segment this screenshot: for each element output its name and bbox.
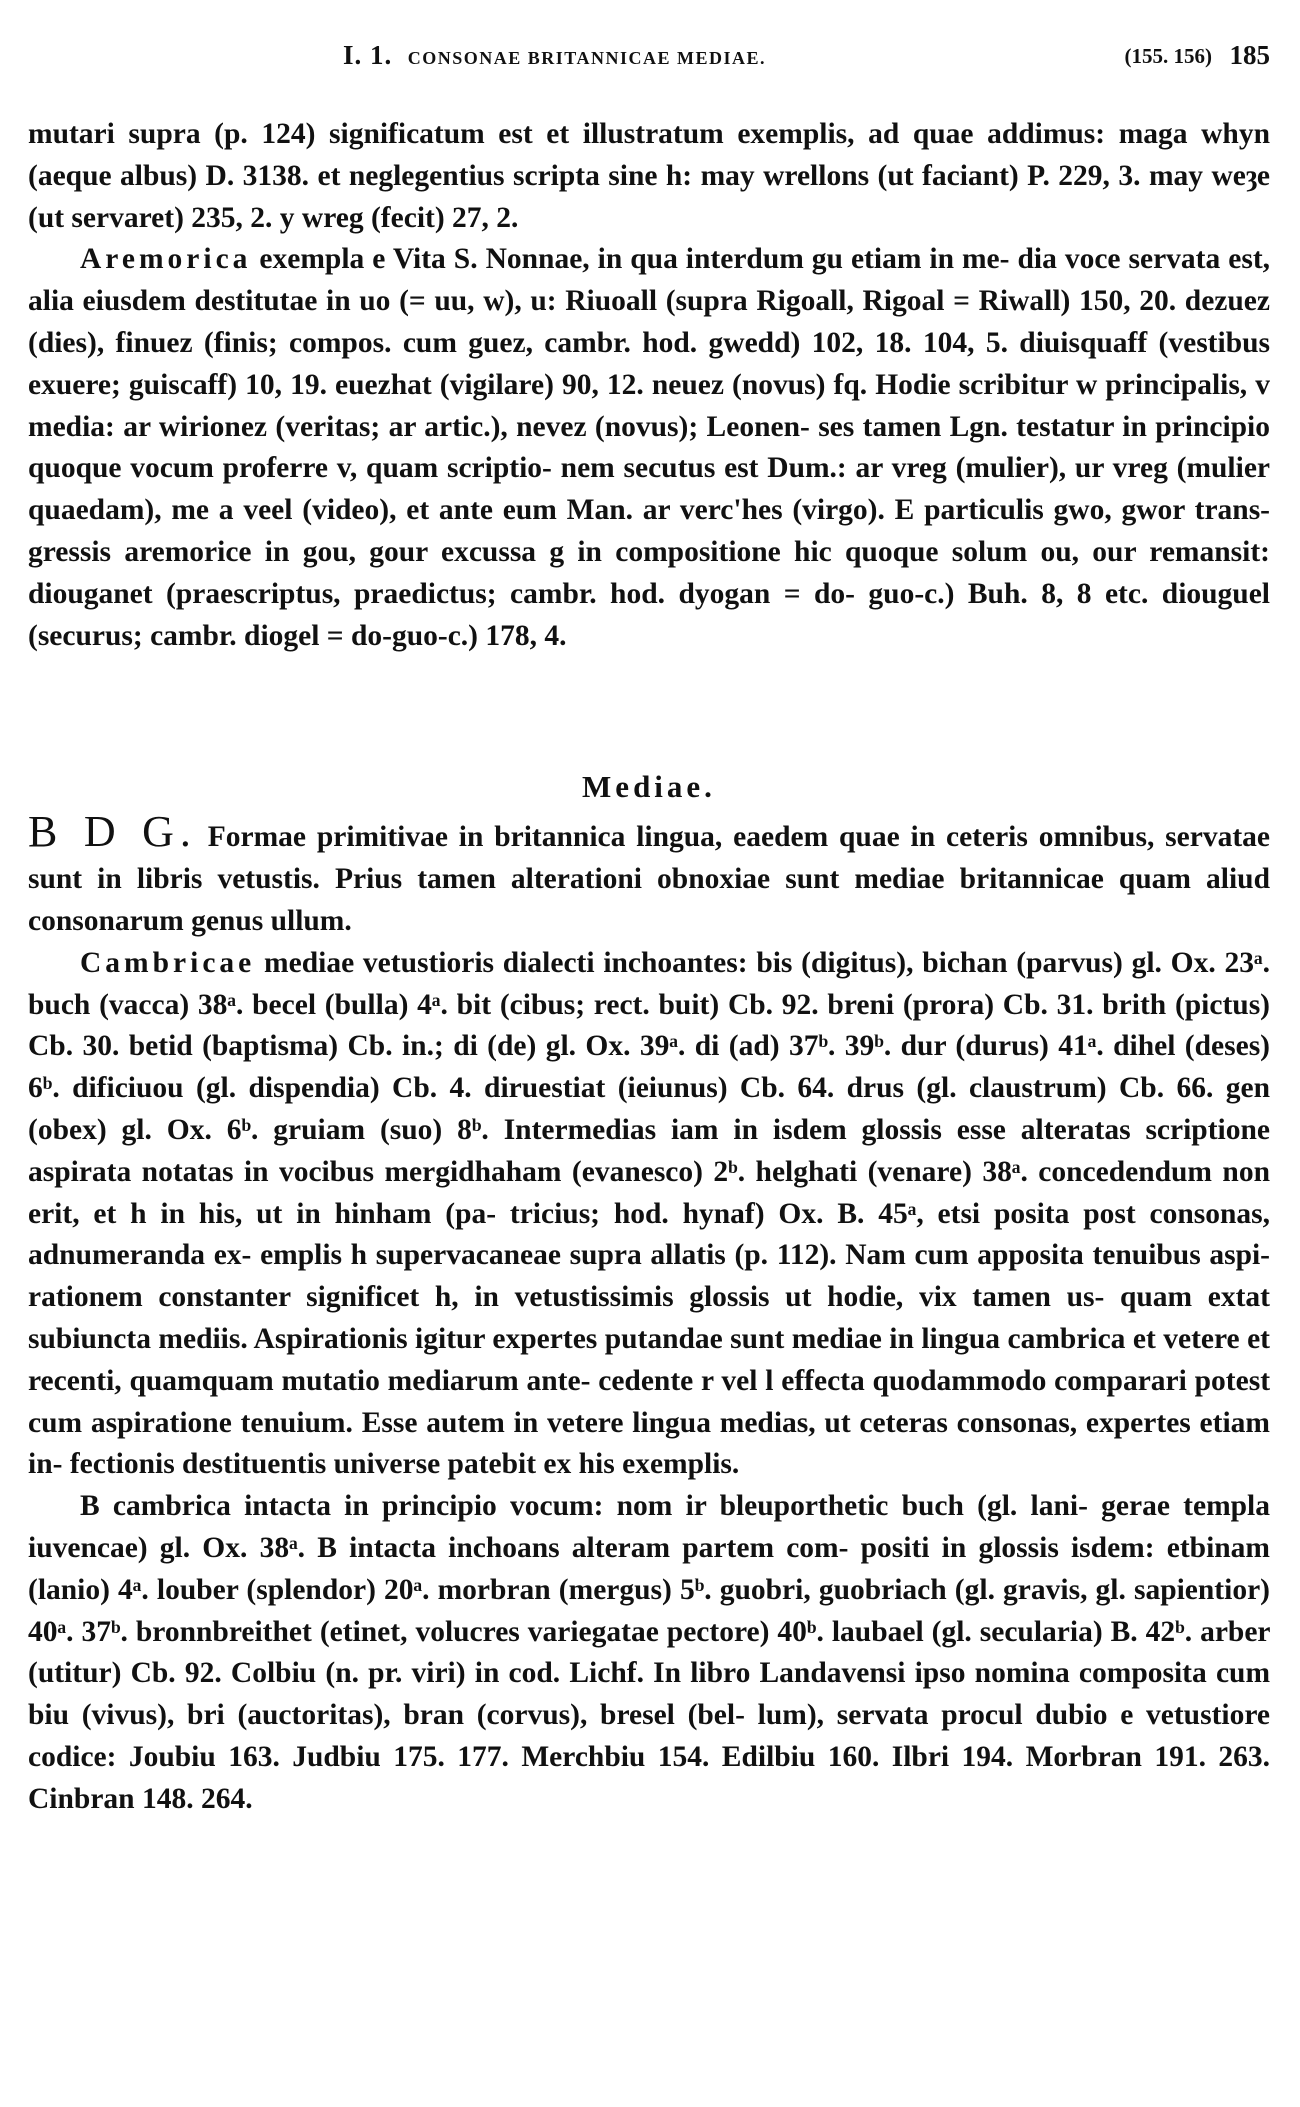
text-line: fectionis destituentis universe patebit ex his exemplis.: [69, 1448, 740, 1481]
text-line: mediae vetustioris dialecti inchoantes: bis (digitus), bichan: [264, 946, 1008, 979]
text-line: in lingua cambrica et vetere et recenti, quamquam mutatio mediarum ante-: [28, 1322, 1270, 1397]
paragraph-aremorica: [28, 239, 1270, 657]
paragraph-mutari: [28, 114, 1270, 239]
text-line: alteratas scriptione aspirata notatas in vocibus mergidhaham (evanesco) 2ᵇ.: [28, 1113, 1270, 1188]
text-line: sunt mediae britannicae quam aliud consonarum genus ullum.: [28, 863, 1270, 937]
text-line: (ut faciant) P. 229, 3. may weȝe (ut servaret) 235, 2. y wreg (fecit) 27, 2.: [28, 159, 1270, 234]
text-line: cedente r vel l effecta quodammodo comparari potest cum aspiratione tenuium.: [28, 1364, 1271, 1439]
text-line: omnibus, servatae sunt in libris vetustis. Prius tamen alterationi obnoxiae: [28, 821, 1271, 896]
text-line: gerae templa iuvencae) gl. Ox. 38ᵃ. B intacta inchoans alteram partem com-: [28, 1490, 1270, 1564]
text-line: emplis h supervacaneae supra allatis (p. 112). Nam cum apposita tenuibus aspi-: [260, 1239, 1271, 1272]
header-title: CONSONAE BRITANNICAE MEDIAE.: [407, 48, 766, 68]
text-line: w principalis, v media: ar wirionez (veritas; ar artic.), nevez (novus); Leonen-: [28, 368, 1271, 443]
text-line: (supra Rigoall, Rigoal = Riwall) 150, 20. dezuez (dies), finuez (finis; compos.: [28, 285, 1270, 359]
text-line: di (de) gl. Ox. 39ᵃ. di (ad) 37ᵇ. 39ᵇ. dur (durus) 41ᵃ. dihel (deses) 6ᵇ. dificiuou: [28, 1030, 1271, 1105]
text-line: rationem constanter significet h, in vetustissimis glossis ut hodie, vix tamen us-: [28, 1281, 1105, 1314]
header-section-number: I. 1.: [343, 40, 393, 70]
header-paragraph-numbers: (155. 156): [1124, 44, 1212, 68]
paragraph-b-cambrica: [28, 1486, 1270, 1820]
text-line: (parvus) gl. Ox. 23ᵃ. buch (vacca) 38ᵃ. becel (bulla) 4ᵃ. bit (cibus; rect. buit): [28, 946, 1271, 1021]
text-line: nomina composita cum biu (vivus), bri (auctoritas), bran (corvus), bresel (bel-: [28, 1657, 1271, 1732]
text-line: cum guez, cambr. hod. gwedd) 102, 18. 104, 5. diuisquaff (vestibus exuere;: [28, 326, 1270, 401]
text-line: B cambrica intacta in principio vocum: nom ir bleuporthetic buch (gl. lani-: [80, 1490, 1088, 1523]
spaced-keyword: Cambricae: [80, 946, 256, 979]
text-line: Formae primitivae in britannica lingua, eaedem quae in ceteris: [207, 821, 1028, 854]
text-line: Merchbiu 154. Edilbiu 160. Ilbri 194. Morbran 191. 263. Cinbran 148. 264.: [28, 1740, 1270, 1815]
header-title-block: [343, 40, 766, 71]
text-line: ses tamen Lgn. testatur in principio quoque vocum proferre v, quam scriptio-: [28, 410, 1271, 485]
text-line: gressis aremorice in gou, gour excussa g in compositione hic quoque solum ou,: [28, 535, 1079, 568]
text-line: maga whyn (aeque albus) D. 3138. et neglegentius scripta sine h: may wrellons: [28, 118, 1270, 192]
text-line: positi in glossis isdem: etbinam (lanio) 4ᵃ. louber (splendor) 20ᵃ. morbran: [28, 1531, 1270, 1606]
text-line: (utitur) Cb. 92. Colbiu (n. pr. viri) in cod. Lichf. In libro Landavensi ipso: [28, 1657, 966, 1690]
text-line: gen (obex) gl. Ox. 6ᵇ. gruiam (suo) 8ᵇ. Intermedias iam in isdem glossis esse: [28, 1072, 1270, 1146]
text-line: guiscaff) 10, 19. euezhat (vigilare) 90, 12. neuez (novus) fq. Hodie scribitur: [128, 368, 1068, 401]
text-line: (etinet, volucres variegatae pectore) 40ᵇ. laubael (gl. secularia) B. 42ᵇ. arber: [319, 1615, 1270, 1648]
paragraph-cambricae: [28, 943, 1270, 1486]
paragraph-bdg: [28, 807, 1271, 942]
text-line: mutari supra (p. 124) significatum est et illustratum exemplis, ad quae addimus:: [28, 118, 1106, 150]
text-line: (video), et ante eum Man. ar verc'hes (virgo). E particulis gwo, gwor trans-: [302, 494, 1270, 527]
text-line: exempla e Vita S. Nonnae, in qua interdum gu etiam in me-: [259, 243, 1010, 276]
text-line: (gl. dispendia) Cb. 4. diruestiat (ieiunus) Cb. 64. drus (gl. claustrum) Cb. 66.: [195, 1072, 1214, 1105]
text-line: tricius; hod. hynaf) Ox. B. 45ᵃ, etsi posita post consonas, adnumeranda ex-: [28, 1197, 1271, 1272]
text-line: (mergus) 5ᵇ. guobri, guobriach (gl. gravis, gl. sapientior) 40ᵃ. 37ᵇ. bronnbreithet: [28, 1573, 1270, 1648]
text-line: lum), servata procul dubio e vetustiore codice: Joubiu 163. Judbiu 175. 177.: [28, 1699, 1270, 1773]
page-number: 185: [1229, 40, 1270, 70]
text-line: quam extat subiuncta mediis. Aspirationis igitur expertes putandae sunt mediae: [28, 1281, 1270, 1355]
text-line: dia voce servata est, alia eiusdem destitutae in uo (= uu, w), u: Riuoall: [28, 243, 1271, 318]
section-letters: B D G.: [28, 807, 197, 857]
text-line: helghati (venare) 38ᵃ. concedendum non erit, et h in his, ut in hinham (pa-: [28, 1155, 1270, 1230]
text-line: guo-c.) Buh. 8, 8 etc. diouguel (securus; cambr. diogel = do-guo-c.) 178, 4.: [28, 577, 1271, 652]
section-title: Mediae.: [582, 769, 716, 805]
running-head: [28, 34, 1270, 74]
spaced-keyword: Aremorica: [80, 243, 252, 276]
text-line: Cb. 92. breni (prora) Cb. 31. brith (pictus) Cb. 30. betid (baptisma) Cb. in.;: [28, 988, 1270, 1063]
text-line: our remansit: diouganet (praescriptus, praedictus; cambr. hod. dyogan = do-: [28, 535, 1270, 610]
text-line: Esse autem in vetere lingua medias, ut ceteras consonas, expertes etiam in-: [28, 1406, 1270, 1481]
text-line: nem secutus est Dum.: ar vreg (mulier), ur vreg (mulier quaedam), me a veel: [28, 452, 1271, 527]
